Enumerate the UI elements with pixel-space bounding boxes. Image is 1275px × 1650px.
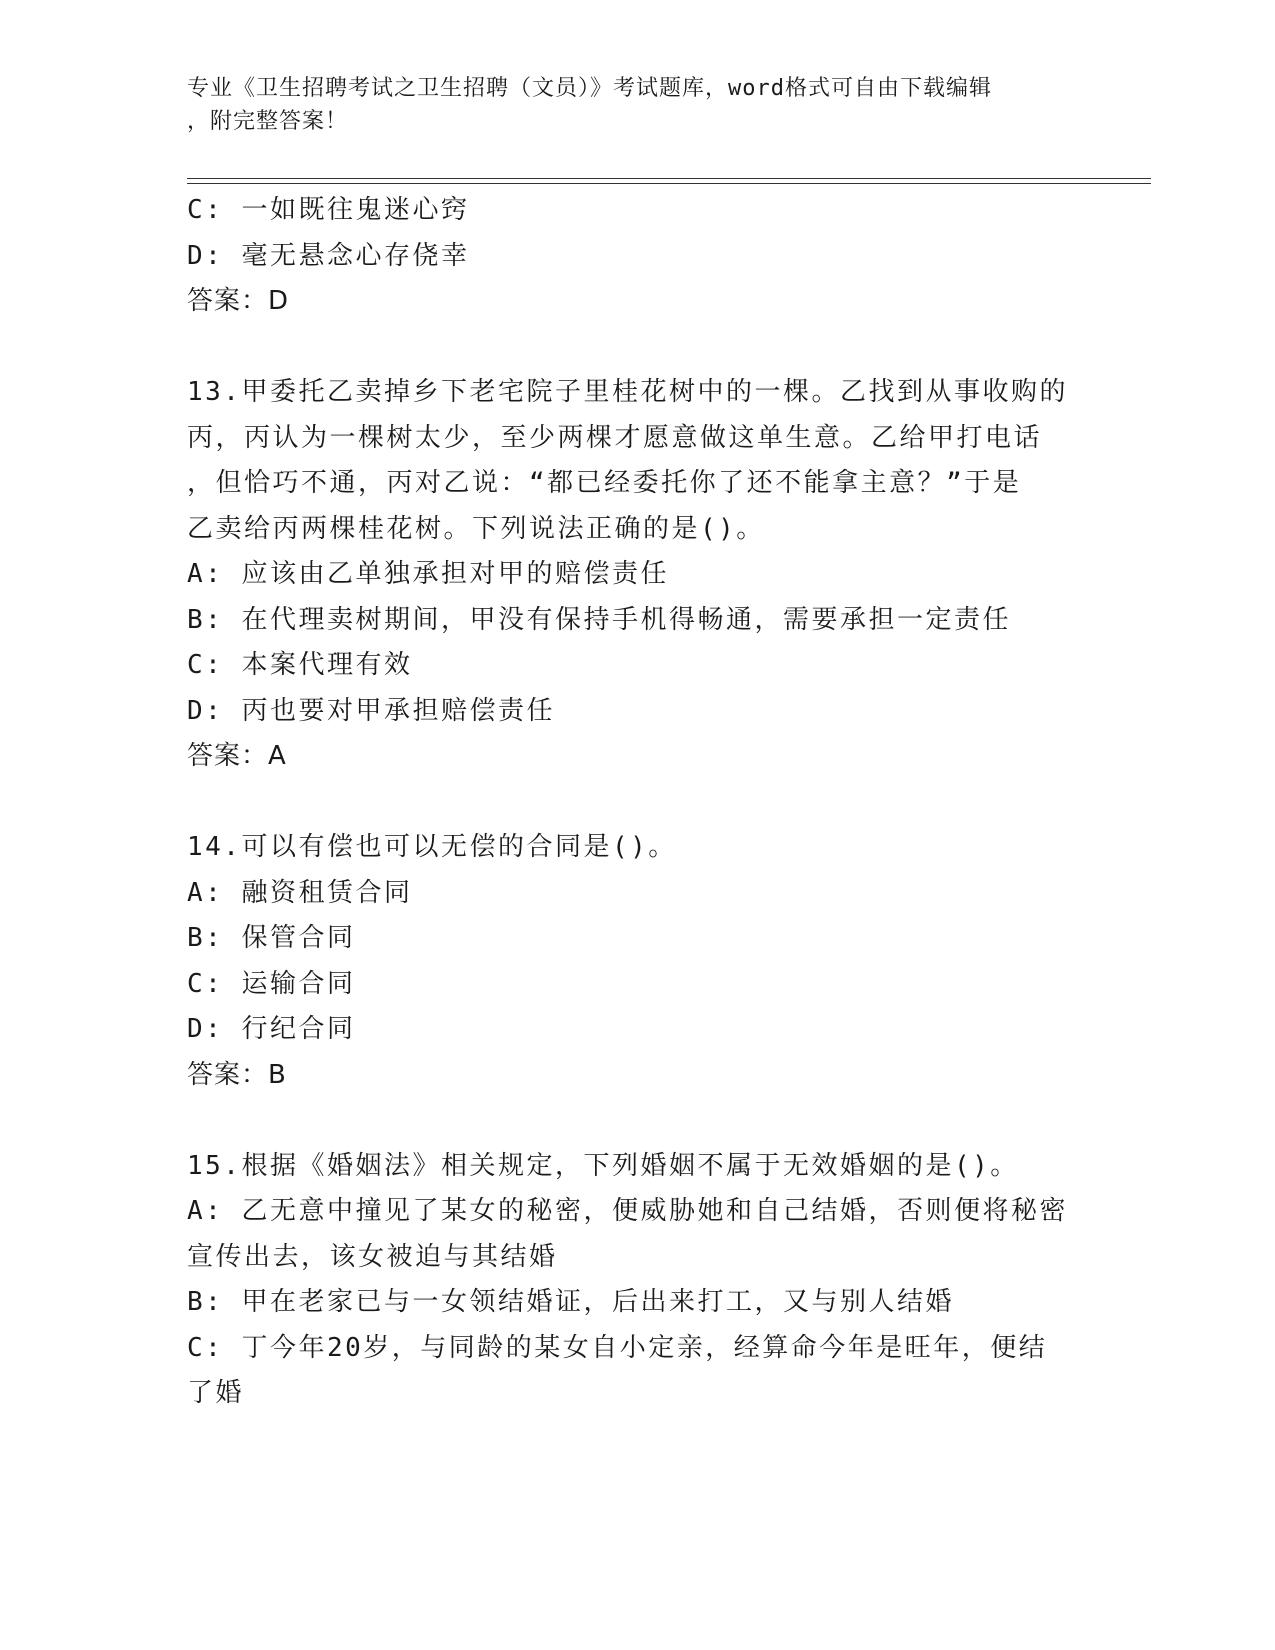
- q14-answer: 答案：B: [187, 1059, 287, 1090]
- q14-option-d: D: 行纪合同: [187, 1014, 356, 1044]
- q15-stem: 15.根据《婚姻法》相关规定，下列婚姻不属于无效婚姻的是()。: [187, 1150, 1019, 1181]
- spacer: [187, 1098, 1087, 1144]
- question-content: [187, 188, 1087, 1417]
- q15-option-b: B: 甲在老家已与一女领结婚证，后出来打工，又与别人结婚: [187, 1287, 954, 1317]
- q13-option-b: B: 在代理卖树期间，甲没有保持手机得畅通，需要承担一定责任: [187, 604, 1011, 635]
- q15-option-c-line-2: 了婚: [187, 1378, 245, 1408]
- q13-answer: 答案：A: [187, 741, 287, 771]
- q13-option-a: A: 应该由乙单独承担对甲的赔偿责任: [187, 559, 669, 589]
- q15-option-a-line-2: 宣传出去，该女被迫与其结婚: [187, 1241, 558, 1272]
- q13-option-c: C: 本案代理有效: [187, 650, 413, 680]
- q13-stem-line-4: 乙卖给丙两棵桂花树。下列说法正确的是()。: [187, 513, 765, 544]
- q12-option-d: D: 毫无悬念心存侥幸: [187, 240, 470, 271]
- spacer: [187, 780, 1087, 826]
- header-line-2: ，附完整答案！: [187, 109, 349, 134]
- q14-option-c: C: 运输合同: [187, 968, 356, 999]
- q14-option-a: A: 融资租赁合同: [187, 877, 413, 908]
- spacer: [187, 325, 1087, 371]
- q13-stem-line-3: ，但恰巧不通，丙对乙说：“都已经委托你了还不能拿主意？”于是: [187, 468, 1022, 498]
- q12-answer: 答案：D: [187, 286, 290, 316]
- q14-stem: 14.可以有偿也可以无偿的合同是()。: [187, 832, 677, 862]
- q13-option-d: D: 丙也要对甲承担赔偿责任: [187, 695, 555, 726]
- q15-option-a-line-1: A: 乙无意中撞见了某女的秘密，便威胁她和自己结婚，否则便将秘密: [187, 1196, 1068, 1226]
- q13-stem-line-2: 丙，丙认为一棵树太少，至少两棵才愿意做这单生意。乙给甲打电话: [187, 422, 1043, 453]
- q15-option-c-line-1: C: 丁今年20岁，与同龄的某女自小定亲，经算命今年是旺年，便结: [187, 1332, 1048, 1363]
- q14-option-b: B: 保管合同: [187, 923, 356, 953]
- header-divider-top: [187, 178, 1151, 179]
- q12-option-c: C: 一如既往鬼迷心窍: [187, 195, 470, 225]
- document-header: [187, 72, 1067, 138]
- q13-stem-line-1: 13.甲委托乙卖掉乡下老宅院子里桂花树中的一棵。乙找到从事收购的: [187, 377, 1068, 407]
- header-divider-bottom: [187, 183, 1151, 184]
- header-line-1: 专业《卫生招聘考试之卫生招聘（文员）》考试题库，word格式可自由下载编辑: [187, 76, 992, 101]
